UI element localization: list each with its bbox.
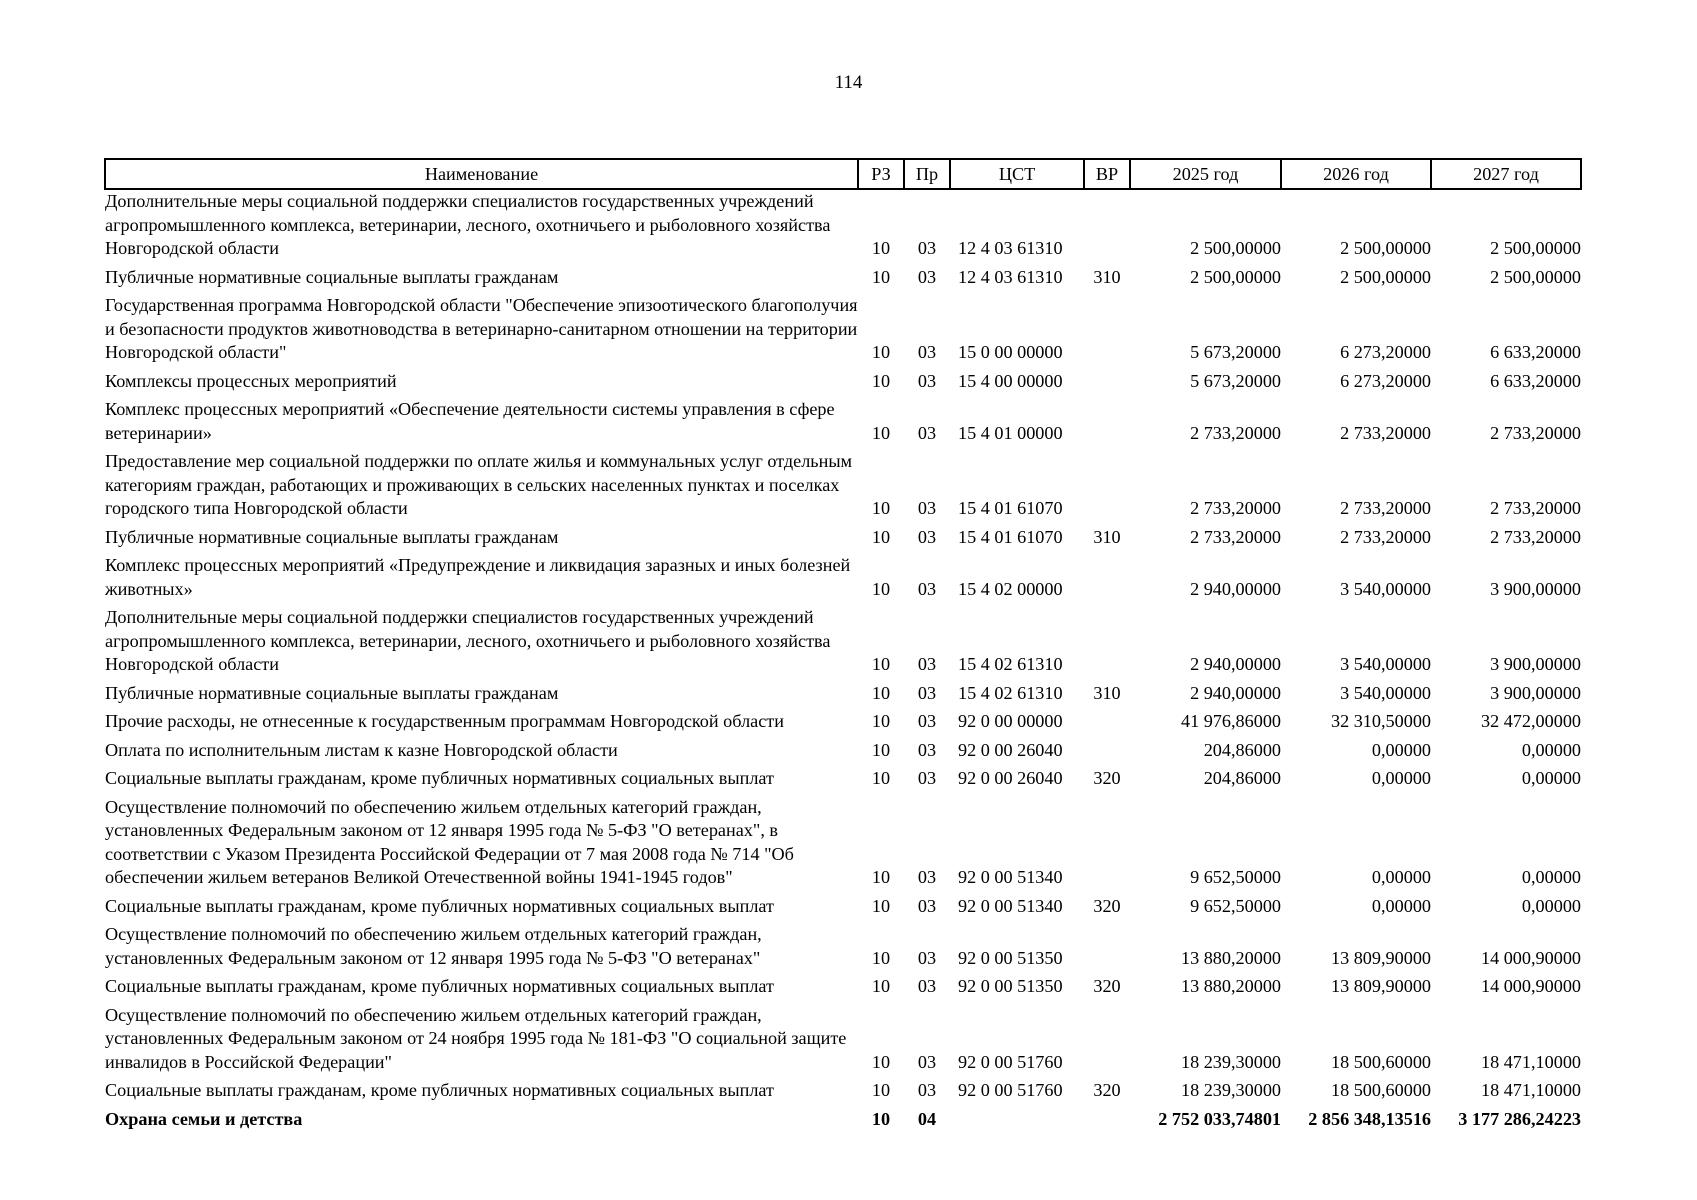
- cell-pr: 03: [917, 1051, 937, 1072]
- cell-cst: 92 0 00 51760: [958, 1080, 1063, 1100]
- header-name: Наименование: [105, 159, 858, 189]
- cell-y2025: 13 880,20000: [1180, 976, 1281, 996]
- cell-y2026: 3 540,00000: [1340, 654, 1431, 674]
- cell-pr: 03: [917, 654, 937, 674]
- cell-y2025: 2 733,20000: [1190, 526, 1281, 547]
- cell-y2027: 3 900,00000: [1490, 654, 1581, 674]
- table-row: [105, 796, 1581, 895]
- cell-y2026: 18 500,60000: [1330, 1051, 1431, 1072]
- cell-y2027: 2 733,20000: [1490, 498, 1581, 518]
- cell-y2025: 2 500,00000: [1190, 266, 1281, 287]
- cell-name: Прочие расходы, не отнесенные к государственным программам Новгородской области: [105, 711, 784, 731]
- cell-pr: 03: [917, 526, 937, 547]
- cell-y2025: 18 239,30000: [1180, 1080, 1281, 1100]
- cell-cst: 92 0 00 00000: [958, 711, 1063, 731]
- table-row: [105, 398, 1581, 450]
- cell-y2026: 6 273,20000: [1340, 370, 1431, 391]
- cell-pr: 03: [917, 370, 937, 391]
- cell-vr: 310: [1093, 266, 1121, 287]
- page-number: 114: [834, 72, 863, 93]
- header-rz: РЗ: [858, 159, 904, 189]
- cell-vr: 320: [1093, 976, 1121, 996]
- cell-name: Социальные выплаты гражданам, кроме публичных нормативных социальных выплат: [105, 1080, 774, 1100]
- cell-y2027: 2 500,00000: [1490, 266, 1581, 287]
- cell-vr: [1084, 398, 1130, 450]
- cell-pr: 03: [917, 1080, 937, 1100]
- cell-y2025: 2 940,00000: [1190, 682, 1281, 703]
- cell-y2027: 0,00000: [1521, 768, 1581, 788]
- cell-cst: 92 0 00 51340: [958, 867, 1063, 887]
- cell-name: Социальные выплаты гражданам, кроме публичных нормативных социальных выплат: [105, 976, 774, 996]
- cell-rz: 10: [871, 947, 891, 968]
- cell-vr: 320: [1093, 768, 1121, 788]
- cell-name: Охрана семьи и детства: [105, 1108, 303, 1129]
- cell-name: Комплекс процессных мероприятий «Обеспечение деятельности системы управления в сфере ветеринарии»: [105, 399, 835, 443]
- cell-cst: 15 4 02 00000: [958, 578, 1063, 599]
- cell-y2025: 204,86000: [1203, 768, 1281, 788]
- cell-y2027: 14 000,90000: [1480, 976, 1581, 996]
- table-row: [105, 739, 1581, 768]
- table-row: [105, 1079, 1581, 1108]
- cell-cst: 92 0 00 26040: [958, 739, 1063, 760]
- cell-y2025: 204,86000: [1203, 739, 1281, 760]
- cell-y2027: 3 900,00000: [1490, 578, 1581, 599]
- cell-vr: [1084, 450, 1130, 526]
- cell-y2025: 2 500,00000: [1190, 238, 1281, 258]
- cell-vr: [1084, 710, 1130, 739]
- cell-y2026: 13 809,90000: [1330, 947, 1431, 968]
- table-row: [105, 266, 1581, 295]
- cell-cst: 15 4 02 61310: [958, 682, 1063, 703]
- cell-pr: 03: [917, 238, 937, 258]
- cell-vr: [1084, 1004, 1130, 1080]
- cell-y2026: 2 733,20000: [1340, 526, 1431, 547]
- cell-y2027: 3 900,00000: [1490, 682, 1581, 703]
- cell-name: Осуществление полномочий по обеспечению жильем отдельных категорий граждан, установленных Федеральным законом от 24 ноября 1995 года № 181-ФЗ "О социальной защите инвалидов в Российской Федерации": [105, 1004, 847, 1072]
- header-2025: 2025 год: [1130, 159, 1281, 189]
- cell-pr: 03: [917, 422, 937, 443]
- header-cst: ЦСТ: [950, 159, 1084, 189]
- cell-pr: 04: [917, 1108, 937, 1129]
- cell-name: Комплексы процессных мероприятий: [105, 370, 397, 391]
- cell-name: Осуществление полномочий по обеспечению жильем отдельных категорий граждан, установленных Федеральным законом от 12 января 1995 года № 5-ФЗ "О ветеранах": [105, 924, 762, 968]
- cell-y2027: 0,00000: [1521, 895, 1581, 916]
- cell-y2026: 2 733,20000: [1340, 498, 1431, 518]
- cell-cst: 92 0 00 26040: [958, 768, 1063, 788]
- cell-pr: 03: [917, 976, 937, 996]
- cell-rz: 10: [871, 578, 891, 599]
- table-row: [105, 975, 1581, 1004]
- cell-pr: 03: [917, 739, 937, 760]
- cell-vr: [1084, 370, 1130, 399]
- cell-y2025: 2 733,20000: [1190, 498, 1281, 518]
- cell-rz: 10: [871, 1108, 891, 1129]
- cell-rz: 10: [871, 238, 891, 258]
- header-pr: Пр: [904, 159, 950, 189]
- header-2027: 2027 год: [1431, 159, 1581, 189]
- table-row: [105, 895, 1581, 924]
- cell-rz: 10: [871, 266, 891, 287]
- cell-y2026: 18 500,60000: [1330, 1080, 1431, 1100]
- cell-y2026: 0,00000: [1371, 867, 1431, 887]
- cell-y2025: 5 673,20000: [1190, 370, 1281, 391]
- cell-pr: 03: [917, 498, 937, 518]
- budget-table: [104, 158, 1582, 1136]
- cell-y2025: 9 652,50000: [1190, 867, 1281, 887]
- cell-pr: 03: [917, 342, 937, 362]
- cell-rz: 10: [871, 1051, 891, 1072]
- cell-y2025: 9 652,50000: [1190, 895, 1281, 916]
- table-body: [105, 189, 1581, 1136]
- cell-name: Государственная программа Новгородской области "Обеспечение эпизоотического благополучия и безопасности продуктов животноводства в ветеринарно-санитарном отношении на территории Новгородской области": [105, 295, 858, 362]
- cell-y2027: 14 000,90000: [1480, 947, 1581, 968]
- table-row: [105, 923, 1581, 975]
- cell-y2027: 6 633,20000: [1490, 342, 1581, 362]
- cell-vr: [1084, 189, 1130, 266]
- cell-name: Социальные выплаты гражданам, кроме публичных нормативных социальных выплат: [105, 895, 774, 916]
- cell-rz: 10: [871, 768, 891, 788]
- cell-rz: 10: [871, 895, 891, 916]
- cell-y2026: 3 540,00000: [1340, 578, 1431, 599]
- cell-cst: 15 4 00 00000: [958, 370, 1063, 391]
- header-2026: 2026 год: [1281, 159, 1431, 189]
- cell-y2026: 2 500,00000: [1340, 238, 1431, 258]
- cell-name: Комплекс процессных мероприятий «Предупреждение и ликвидация заразных и иных болезней животных»: [105, 555, 851, 599]
- table-row: [105, 767, 1581, 796]
- cell-y2027: 18 471,10000: [1480, 1051, 1581, 1072]
- cell-name: Социальные выплаты гражданам, кроме публичных нормативных социальных выплат: [105, 768, 774, 788]
- cell-name: Оплата по исполнительным листам к казне Новгородской области: [105, 739, 618, 760]
- cell-rz: 10: [871, 711, 891, 731]
- cell-name: Публичные нормативные социальные выплаты гражданам: [105, 266, 559, 287]
- cell-vr: [1084, 739, 1130, 768]
- cell-cst: 15 4 01 61070: [958, 526, 1063, 547]
- cell-y2026: 13 809,90000: [1330, 976, 1431, 996]
- cell-name: Предоставление мер социальной поддержки по оплате жилья и коммунальных услуг отдельным категориям граждан, работающих и проживающих в сельских населенных пунктах и поселках городского типа Новгородской области: [105, 451, 853, 518]
- cell-cst: 92 0 00 51350: [958, 976, 1063, 996]
- cell-y2026: 0,00000: [1371, 739, 1431, 760]
- table-row: [105, 710, 1581, 739]
- cell-y2027: 2 733,20000: [1490, 526, 1581, 547]
- cell-vr: 320: [1093, 895, 1121, 916]
- cell-pr: 03: [917, 266, 937, 287]
- cell-pr: 03: [917, 578, 937, 599]
- cell-y2026: 2 733,20000: [1340, 422, 1431, 443]
- cell-pr: 03: [917, 867, 937, 887]
- cell-cst: 92 0 00 51760: [958, 1051, 1063, 1072]
- cell-y2025: 18 239,30000: [1180, 1051, 1281, 1072]
- cell-rz: 10: [871, 682, 891, 703]
- cell-rz: 10: [871, 370, 891, 391]
- table-row: [105, 526, 1581, 555]
- cell-y2027: 3 177 286,24223: [1458, 1108, 1581, 1129]
- cell-cst: 92 0 00 51340: [958, 895, 1063, 916]
- cell-vr: [1084, 294, 1130, 370]
- cell-y2026: 2 500,00000: [1340, 266, 1431, 287]
- cell-y2025: 2 940,00000: [1190, 578, 1281, 599]
- cell-pr: 03: [917, 682, 937, 703]
- cell-vr: [1084, 1108, 1130, 1137]
- cell-y2025: 2 752 033,74801: [1158, 1108, 1281, 1129]
- cell-cst: 15 0 00 00000: [958, 342, 1063, 362]
- table-row: [105, 606, 1581, 682]
- cell-cst: 15 4 01 00000: [958, 422, 1063, 443]
- cell-rz: 10: [871, 976, 891, 996]
- cell-cst: 15 4 02 61310: [958, 654, 1063, 674]
- cell-rz: 10: [871, 498, 891, 518]
- table-row: [105, 1108, 1581, 1137]
- cell-pr: 03: [917, 711, 937, 731]
- table-row: [105, 189, 1581, 266]
- cell-name: Публичные нормативные социальные выплаты гражданам: [105, 682, 559, 703]
- cell-vr: [1084, 923, 1130, 975]
- cell-y2026: 6 273,20000: [1340, 342, 1431, 362]
- cell-pr: 03: [917, 768, 937, 788]
- table-row: [105, 682, 1581, 711]
- cell-name: Осуществление полномочий по обеспечению жильем отдельных категорий граждан, установленных Федеральным законом от 12 января 1995 года № 5-ФЗ "О ветеранах", в соответствии с Указом Президента Российской Федерации от 7 мая 2008 года № 714 "Об обеспечении жильем ветеранов Великой Отечественной войны 1941-1945 годов": [105, 796, 794, 887]
- cell-rz: 10: [871, 654, 891, 674]
- cell-vr: 310: [1093, 682, 1121, 703]
- cell-y2027: 0,00000: [1521, 739, 1581, 760]
- cell-y2026: 3 540,00000: [1340, 682, 1431, 703]
- cell-rz: 10: [871, 739, 891, 760]
- cell-name: Дополнительные меры социальной поддержки специалистов государственных учреждений агропромышленного комплекса, ветеринарии, лесного, охотничьего и рыболовного хозяйства Новгородской области: [105, 607, 831, 674]
- cell-rz: 10: [871, 342, 891, 362]
- cell-y2027: 18 471,10000: [1480, 1080, 1581, 1100]
- cell-vr: [1084, 554, 1130, 606]
- cell-vr: [1084, 796, 1130, 895]
- cell-y2026: 32 310,50000: [1330, 711, 1431, 731]
- cell-y2025: 5 673,20000: [1190, 342, 1281, 362]
- cell-y2026: 0,00000: [1371, 895, 1431, 916]
- table-row: [105, 370, 1581, 399]
- cell-rz: 10: [871, 526, 891, 547]
- table-row: [105, 1004, 1581, 1080]
- cell-vr: 320: [1093, 1080, 1121, 1100]
- cell-vr: 310: [1093, 526, 1121, 547]
- cell-pr: 03: [917, 895, 937, 916]
- cell-y2027: 6 633,20000: [1490, 370, 1581, 391]
- cell-vr: [1084, 606, 1130, 682]
- cell-name: Публичные нормативные социальные выплаты гражданам: [105, 526, 559, 547]
- cell-y2026: 2 856 348,13516: [1308, 1108, 1431, 1129]
- cell-y2026: 0,00000: [1371, 768, 1431, 788]
- cell-rz: 10: [871, 422, 891, 443]
- cell-pr: 03: [917, 947, 937, 968]
- table-row: [105, 450, 1581, 526]
- cell-rz: 10: [871, 867, 891, 887]
- cell-cst: 15 4 01 61070: [958, 498, 1063, 518]
- cell-y2025: 41 976,86000: [1180, 711, 1281, 731]
- cell-rz: 10: [871, 1080, 891, 1100]
- cell-y2027: 32 472,00000: [1480, 711, 1581, 731]
- table-row: [105, 554, 1581, 606]
- header-vr: ВР: [1084, 159, 1130, 189]
- cell-cst: 12 4 03 61310: [958, 238, 1063, 258]
- cell-y2025: 2 733,20000: [1190, 422, 1281, 443]
- cell-cst: 12 4 03 61310: [958, 266, 1063, 287]
- table-row: [105, 294, 1581, 370]
- cell-y2027: 2 500,00000: [1490, 238, 1581, 258]
- cell-y2027: 2 733,20000: [1490, 422, 1581, 443]
- cell-name: Дополнительные меры социальной поддержки специалистов государственных учреждений агропромышленного комплекса, ветеринарии, лесного, охотничьего и рыболовного хозяйства Новгородской области: [105, 191, 831, 258]
- cell-y2025: 2 940,00000: [1190, 654, 1281, 674]
- cell-y2025: 13 880,20000: [1180, 947, 1281, 968]
- table-header-row: [105, 159, 1581, 189]
- cell-cst: 92 0 00 51350: [958, 947, 1063, 968]
- cell-cst: [950, 1108, 1084, 1137]
- cell-y2027: 0,00000: [1521, 867, 1581, 887]
